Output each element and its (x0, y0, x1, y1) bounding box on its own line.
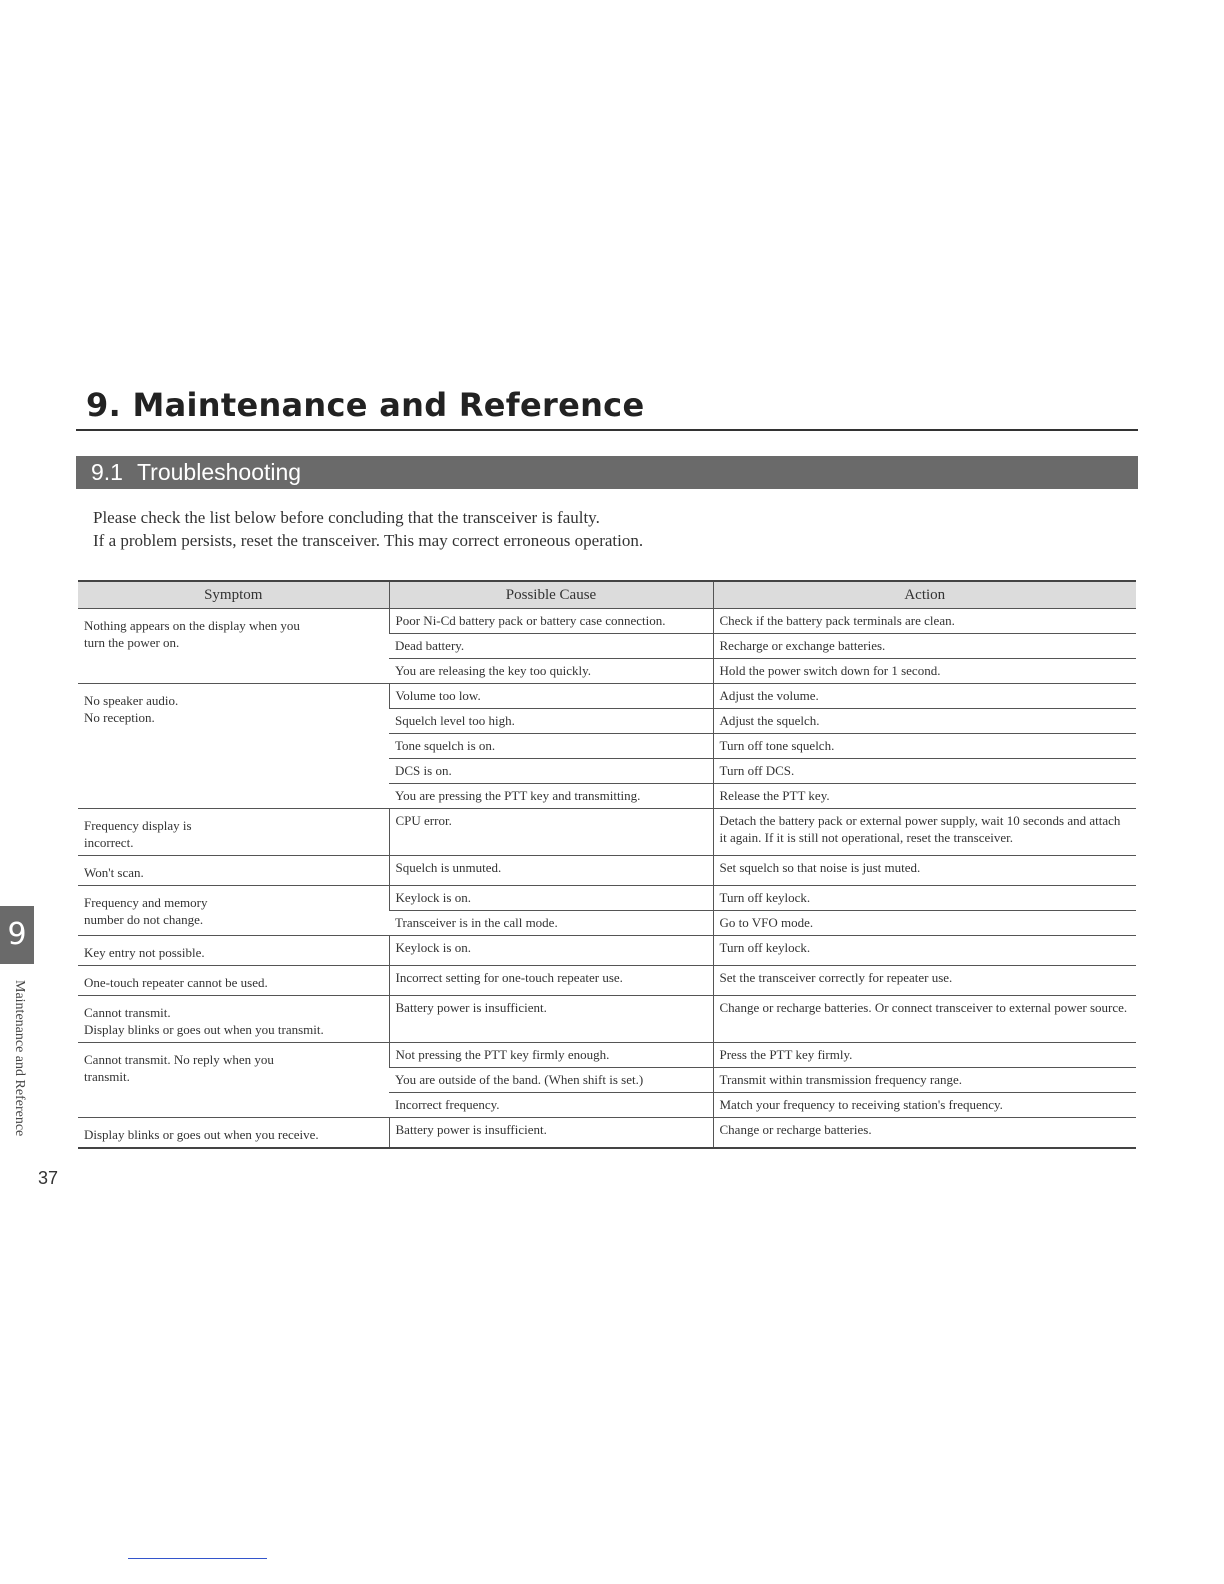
cause-cell: Not pressing the PTT key firmly enough. (389, 1043, 713, 1068)
symptom-line: Nothing appears on the display when you (84, 618, 300, 633)
action-cell: Go to VFO mode. (713, 911, 1136, 936)
action-cell: Match your frequency to receiving station's frequency. (713, 1093, 1136, 1118)
troubleshooting-table (78, 580, 1136, 1149)
table-row (78, 886, 1136, 911)
cause-cell: Dead battery. (389, 634, 713, 659)
symptom-line: incorrect. (84, 835, 134, 850)
table-row (78, 809, 1136, 856)
cause-cell: Poor Ni-Cd battery pack or battery case connection. (389, 609, 713, 634)
action-cell: Turn off keylock. (713, 886, 1136, 911)
action-cell: Set squelch so that noise is just muted. (713, 856, 1136, 886)
action-cell: Recharge or exchange batteries. (713, 634, 1136, 659)
symptom-cell (78, 609, 389, 684)
action-cell: Turn off DCS. (713, 759, 1136, 784)
table-row (78, 684, 1136, 709)
symptom-line: Won't scan. (84, 865, 144, 880)
table-row (78, 856, 1136, 886)
intro-text (93, 506, 643, 552)
cause-cell: Keylock is on. (389, 886, 713, 911)
action-cell: Turn off keylock. (713, 936, 1136, 966)
page-number: 37 (38, 1168, 59, 1188)
table-body (78, 609, 1136, 1149)
cause-cell: Squelch level too high. (389, 709, 713, 734)
header-symptom: Symptom (78, 581, 389, 609)
action-cell: Turn off tone squelch. (713, 734, 1136, 759)
cause-cell: Incorrect setting for one-touch repeater use. (389, 966, 713, 996)
title-rule (76, 429, 1138, 431)
symptom-line: Key entry not possible. (84, 945, 205, 960)
bottom-rule (128, 1558, 267, 1559)
chapter-tab: 9 (0, 906, 34, 964)
action-cell: Adjust the squelch. (713, 709, 1136, 734)
header-action: Action (713, 581, 1136, 609)
symptom-line: Cannot transmit. (84, 1005, 171, 1020)
cause-cell: Volume too low. (389, 684, 713, 709)
section-heading (76, 456, 1138, 489)
table-row (78, 609, 1136, 634)
symptom-line: Cannot transmit. No reply when you (84, 1052, 274, 1067)
action-cell: Press the PTT key firmly. (713, 1043, 1136, 1068)
table-row (78, 936, 1136, 966)
action-cell: Hold the power switch down for 1 second. (713, 659, 1136, 684)
symptom-line: Display blinks or goes out when you transmit. (84, 1022, 324, 1037)
action-cell: Change or recharge batteries. Or connect transceiver to external power source. (713, 996, 1136, 1043)
cause-cell: Incorrect frequency. (389, 1093, 713, 1118)
table-header-row (78, 581, 1136, 609)
symptom-cell (78, 856, 389, 886)
symptom-line: One-touch repeater cannot be used. (84, 975, 268, 990)
cause-cell: Transceiver is in the call mode. (389, 911, 713, 936)
action-cell: Change or recharge batteries. (713, 1118, 1136, 1149)
table-row (78, 1043, 1136, 1068)
cause-cell: You are pressing the PTT key and transmitting. (389, 784, 713, 809)
header-possible-cause: Possible Cause (389, 581, 713, 609)
symptom-cell (78, 1043, 389, 1118)
cause-cell: CPU error. (389, 809, 713, 856)
action-cell: Release the PTT key. (713, 784, 1136, 809)
symptom-line: Frequency display is (84, 818, 192, 833)
symptom-cell (78, 1118, 389, 1149)
symptom-line: number do not change. (84, 912, 204, 927)
symptom-line: Frequency and memory (84, 895, 208, 910)
symptom-cell (78, 684, 389, 809)
symptom-line: Display blinks or goes out when you receive. (84, 1127, 319, 1142)
chapter-side-label: Maintenance and Reference (12, 980, 27, 1137)
cause-cell: Battery power is insufficient. (389, 996, 713, 1043)
cause-cell: Keylock is on. (389, 936, 713, 966)
table-row (78, 966, 1136, 996)
action-cell: Detach the battery pack or external power supply, wait 10 seconds and attach it again. If it is still not operational, reset the transceiver. (713, 809, 1136, 856)
chapter-title: 9. Maintenance and Reference (86, 386, 645, 424)
symptom-cell (78, 966, 389, 996)
symptom-cell (78, 809, 389, 856)
cause-cell: Squelch is unmuted. (389, 856, 713, 886)
section-title: Troubleshooting (136, 459, 302, 485)
cause-cell: You are outside of the band. (When shift is set.) (389, 1068, 713, 1093)
table-row (78, 1118, 1136, 1149)
symptom-cell (78, 996, 389, 1043)
symptom-line: turn the power on. (84, 635, 180, 650)
cause-cell: DCS is on. (389, 759, 713, 784)
symptom-line: No speaker audio. (84, 693, 179, 708)
table-row (78, 996, 1136, 1043)
cause-cell: Battery power is insufficient. (389, 1118, 713, 1149)
symptom-line: No reception. (84, 710, 155, 725)
symptom-line: transmit. (84, 1069, 130, 1084)
section-number: 9.1 (91, 459, 123, 485)
cause-cell: You are releasing the key too quickly. (389, 659, 713, 684)
cause-cell: Tone squelch is on. (389, 734, 713, 759)
action-cell: Set the transceiver correctly for repeater use. (713, 966, 1136, 996)
action-cell: Adjust the volume. (713, 684, 1136, 709)
action-cell: Transmit within transmission frequency range. (713, 1068, 1136, 1093)
symptom-cell (78, 886, 389, 936)
intro-line: If a problem persists, reset the transceiver. This may correct erroneous operation. (93, 531, 644, 550)
symptom-cell (78, 936, 389, 966)
action-cell: Check if the battery pack terminals are clean. (713, 609, 1136, 634)
intro-line: Please check the list below before concluding that the transceiver is faulty. (93, 508, 600, 527)
